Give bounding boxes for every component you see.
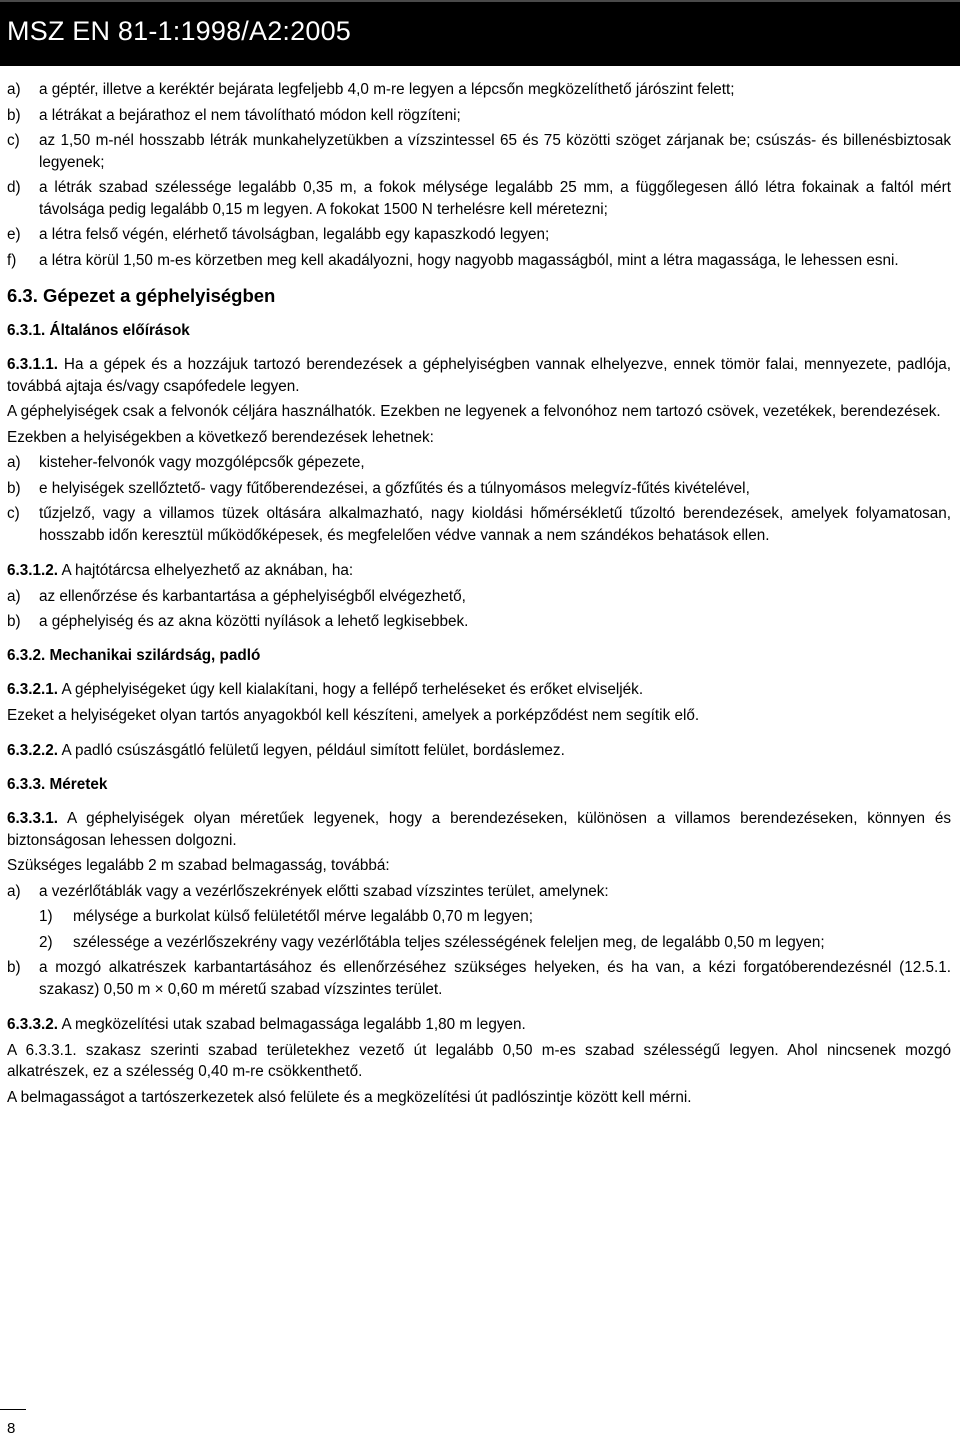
list-item [7, 586, 951, 608]
list-marker: 1) [39, 908, 53, 925]
paragraph: Ezekben a helyiségekben a következő berendezések lehetnek: [7, 428, 434, 446]
paragraph: A 6.3.3.1. szakasz szerinti szabad területekhez vezető út legalább 0,50 m-es szabad szélességű legyen. Ahol nincsenek mozgó alkatrészek, ez a szélesség 0,40 m-re csökkenthető. [7, 1041, 951, 1080]
list-item [7, 250, 951, 272]
document-body [7, 79, 951, 1112]
list-text: a létra felső végén, elérhető távolságban, legalább egy kapaszkodó legyen; [39, 226, 550, 243]
list-item [7, 957, 951, 1000]
footer-rule [0, 1409, 26, 1410]
list-marker: a) [7, 81, 21, 98]
clause-text: A hajtótárcsa elhelyezhető az aknában, ha: [61, 562, 354, 579]
list-marker: b) [7, 479, 21, 497]
clause-number: 6.3.3.2. [7, 1016, 59, 1033]
list-text: a géptér, illetve a keréktér bejárata legfeljebb 4,0 m-re legyen a lépcsőn megközelíthető járószint felett; [39, 81, 735, 98]
list-text: az ellenőrzése és karbantartása a géphelyiségből elvégezhető, [39, 587, 466, 605]
section-heading-6-3-2: 6.3.2. Mechanikai szilárdság, padló [7, 646, 261, 664]
list-text: az 1,50 m-nél hosszabb létrák munkahelyzetükben a vízszintessel 65 és 75 közötti szöget zárjanak be; csúszás- és billenésbiztosak legyenek; [39, 132, 951, 171]
clause-number: 6.3.1.1. [7, 356, 59, 373]
section-heading-6-3-3: 6.3.3. Méretek [7, 775, 108, 793]
paragraph: A géphelyiségek csak a felvonók céljára használhatók. Ezekben ne legyenek a felvonóhoz nem tartozó csövek, vezetékek, berendezések. [7, 403, 941, 420]
list-text: a mozgó alkatrészek karbantartásához és ellenőrzéséhez szükséges helyeken, és ha van, a kézi forgatóberendezésnél (12.5.1. szakasz) 0,50 m × 0,60 m méretű szabad vízszintes terület. [39, 959, 951, 998]
list-item [7, 79, 951, 101]
clause-text: A géphelyiségeket úgy kell kialakítani, hogy a fellépő terheléseket és erőket elviseljék. [61, 681, 644, 698]
clause-number: 6.3.3.1. [7, 810, 59, 827]
list-marker: 2) [39, 933, 53, 951]
clause-text: A géphelyiségek olyan méretűek legyenek, hogy a berendezéseken, különösen a villamos berendezéseken, könnyen és biztonságosan lehessen dolgozni. [7, 810, 951, 849]
list-text: e helyiségek szellőztető- vagy fűtőberendezései, a gőzfűtés és a túlnyomásos melegvíz-fűtés kivételével, [39, 479, 750, 497]
clause-6-3-1-1 [7, 354, 951, 397]
clause-6-3-2-2 [7, 740, 951, 762]
list-text: szélessége a vezérlőszekrény vagy vezérlőtábla teljes szélességének feleljen meg, de legalább 0,50 m legyen; [73, 933, 825, 951]
list-text: mélysége a burkolat külső felületétől mérve legalább 0,70 m legyen; [73, 908, 534, 925]
list-marker: e) [7, 226, 21, 243]
list-marker: b) [7, 959, 21, 976]
sub-list-item [7, 932, 951, 954]
list-marker: f) [7, 251, 17, 269]
paragraph: A belmagasságot a tartószerkezetek alsó felülete és a megközelítési út padlószintje között kell mérni. [7, 1088, 692, 1106]
clause-number: 6.3.2.1. [7, 681, 59, 698]
sub-list-item [7, 906, 951, 928]
list-item [7, 881, 951, 903]
list-item [7, 611, 951, 633]
paragraph: Ezeket a helyiségeket olyan tartós anyagokból kell készíteni, amelyek a porképződést nem segítik elő. [7, 706, 700, 724]
list-item [7, 452, 951, 474]
clause-6-3-3-2 [7, 1014, 951, 1036]
clause-text: Ha a gépek és a hozzájuk tartozó berendezések a géphelyiségben vannak elhelyezve, ennek tömör falai, mennyezete, padlója, továbbá ajtaja és/vagy csapófedele legyen. [7, 356, 951, 395]
list-item [7, 177, 951, 220]
document-code: MSZ EN 81-1:1998/A2:2005 [7, 16, 352, 46]
list-marker: d) [7, 179, 21, 196]
list-marker: a) [7, 882, 21, 900]
list-marker: c) [7, 132, 20, 149]
section-heading-6-3: 6.3. Gépezet a géphelyiségben [7, 285, 276, 306]
paragraph: Szükséges legalább 2 m szabad belmagasság, továbbá: [7, 857, 390, 874]
page-header [0, 0, 960, 66]
list-text: kisteher-felvonók vagy mozgólépcsők gépezete, [39, 454, 365, 471]
list-text: tűzjelző, vagy a villamos tüzek oltására alkalmazható, nagy kioldási hőmérsékletű tűzoltó berendezések, amelyek folyamatosan, hosszabb időn keresztül működőképesek, és megfelelően védve vannak a nem szándékos behatások ellen. [39, 505, 951, 544]
list-marker: b) [7, 106, 21, 124]
list-item [7, 478, 951, 500]
list-text: a létrák szabad szélessége legalább 0,35 m, a fokok mélysége legalább 25 mm, a függőlegesen álló létra fokainak a faltól mért távolsága pedig legalább 0,15 m legyen. A fokokat 1500 N terhelésre kell méretezni; [39, 179, 951, 218]
section-heading-6-3-1: 6.3.1. Általános előírások [7, 321, 190, 339]
list-marker: a) [7, 587, 21, 605]
list-marker: a) [7, 454, 21, 471]
clause-text: A padló csúszásgátló felületű legyen, például simított felület, bordáslemez. [61, 742, 565, 759]
list-text: a vezérlőtáblák vagy a vezérlőszekrények előtti szabad vízszintes terület, amelynek: [39, 882, 609, 900]
list-item [7, 130, 951, 173]
page-number: 8 [7, 1420, 16, 1437]
list-item [7, 503, 951, 546]
list-item [7, 224, 951, 246]
clause-6-3-2-1 [7, 679, 951, 701]
list-text: a létrákat a bejárathoz el nem távolítható módon kell rögzíteni; [39, 106, 461, 124]
list-text: a géphelyiség és az akna közötti nyílások a lehető legkisebbek. [39, 613, 469, 630]
list-marker: c) [7, 505, 20, 522]
list-item [7, 105, 951, 127]
clause-6-3-3-1 [7, 808, 951, 851]
clause-number: 6.3.2.2. [7, 742, 59, 759]
list-text: a létra körül 1,50 m-es körzetben meg kell akadályozni, hogy nagyobb magasságból, mint a létra magassága, le lehessen esni. [39, 251, 899, 269]
clause-number: 6.3.1.2. [7, 562, 59, 579]
list-marker: b) [7, 613, 21, 630]
clause-6-3-1-2 [7, 560, 951, 582]
clause-text: A megközelítési utak szabad belmagassága legalább 1,80 m legyen. [61, 1016, 526, 1033]
